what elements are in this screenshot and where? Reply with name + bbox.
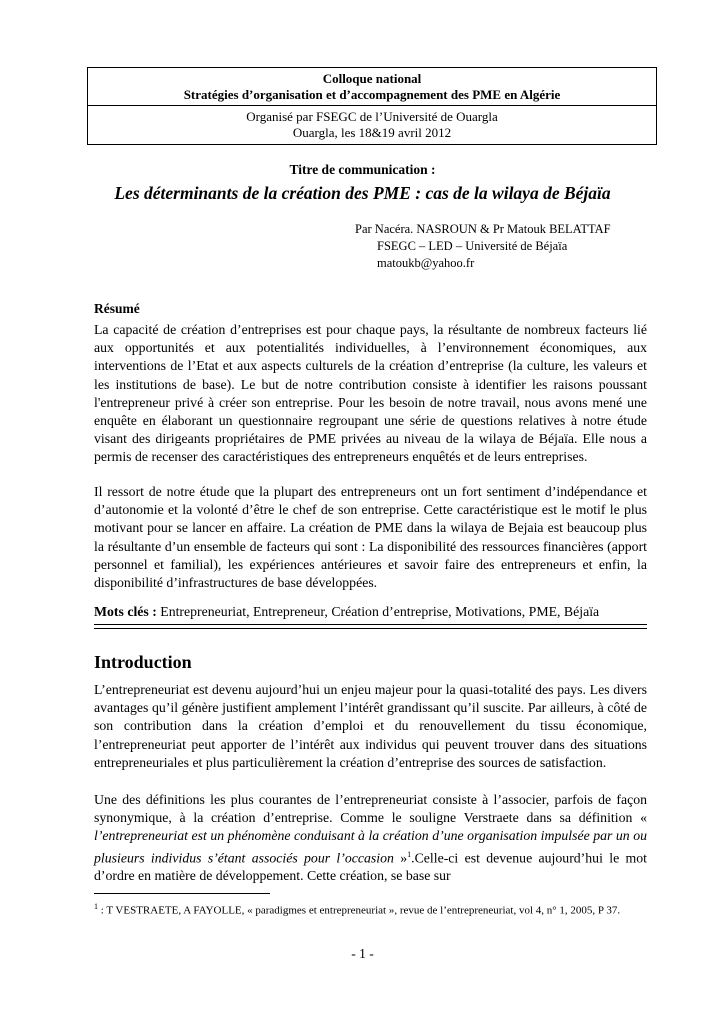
organizer: Organisé par FSEGC de l’Université de Ouargla: [246, 109, 498, 124]
header-bottom-section: [88, 106, 656, 144]
footnote-reference[interactable]: 1: [407, 849, 412, 859]
keywords-line: [94, 604, 654, 620]
author-block: [355, 221, 611, 272]
footnote-text: : T VESTRAETE, A FAYOLLE, « paradigmes et entrepreneuriat », revue de l’entrepreneuriat, vol 4, n° 1, 2005, P 37.: [98, 904, 621, 917]
author-affiliation: FSEGC – LED – Université de Béjaïa: [377, 239, 568, 253]
abstract-heading: Résumé: [94, 301, 140, 316]
introduction-heading: Introduction: [94, 652, 192, 672]
footnote: [94, 900, 647, 918]
keywords-label: Mots clés :: [94, 604, 157, 619]
colloquium-header-box: [87, 67, 657, 145]
abstract-paragraph-1: La capacité de création d’entreprises est pour chaque pays, la résultante de nombreux facteurs lié aux opportunités et aux potentialités individuelles, à l’environnement économiques, aux interventions de l’Etat et aux aspects culturels de la création d’entreprise (la culture, les valeurs et les institutions de base). Le but de notre contribution consiste à identifier les raisons poussant l'entrepreneur privé à créer son entreprise. Pour les besoin de notre travail, nous avons mené une enquête en élaborant un questionnaire regroupant une série de questions relatives à notre étude visant des dirigeants propriétaires de PME privées au niveau de la wilaya de Béjaïa. Elle nous a permis de recenser des caractéristiques des entrepreneurs enquêtés et de leurs entreprises.: [94, 322, 647, 465]
colloquium-theme: Stratégies d’organisation et d’accompagnement des PME en Algérie: [183, 87, 561, 102]
author-names: Par Nacéra. NASROUN & Pr Matouk BELATTAF: [355, 222, 611, 236]
introduction-paragraph-1: L’entrepreneuriat est devenu aujourd’hui un enjeu majeur pour la quasi-totalité des pays. Les divers avantages qu’il génère justifient amplement l’intérêt grandissant qu’il suscite. Par ailleurs, à côté de son contribution dans la création d’emploi et du renouvellement du tissu économique, l’entrepreneuriat peut apporter de l’intérêt aux individus qui peuvent trouver dans des situations entrepreneuriales et plus particulièrement la création d’entreprise des sources de satisfaction.: [94, 682, 647, 770]
introduction-paragraph-2: [94, 791, 647, 886]
page-number: - 1 -: [351, 946, 374, 961]
colloquium-name: Colloque national: [322, 71, 422, 86]
event-place-date: Ouargla, les 18&19 avril 2012: [292, 125, 452, 140]
intro-p2-start: Une des définitions les plus courantes de l’entrepreneuriat consiste à l’associer, parfois de façon synonymique, à la création d’entreprise. Comme le souligne Verstraete dans sa définition «: [94, 792, 647, 826]
paper-title: Les déterminants de la création des PME : cas de la wilaya de Béjaïa: [114, 183, 611, 203]
keywords-list: Entrepreneuriat, Entrepreneur, Création d’entreprise, Motivations, PME, Béjaïa: [156, 604, 600, 619]
intro-p2-end: .Celle-ci est devenue aujourd’hui le mot d’ordre en matière de développement. Cette création, se base sur: [94, 850, 647, 884]
communication-label: Titre de communication :: [289, 162, 436, 177]
footnote-number: 1: [94, 902, 98, 911]
abstract-paragraph-2: Il ressort de notre étude que la plupart des entrepreneurs ont un fort sentiment d’indépendance et d’autonomie et la volonté d’être le chef de son entreprise. Cette caractéristique est le motif le plus motivant pour se lancer en affaire. La création de PME dans la wilaya de Bejaia est beaucoup plus la résultante d’un ensemble de facteurs qui sont : La disponibilité des ressources financières (apport personnel et familial), les expériences antérieures et savoir faire des entrepreneurs et enfin, la disponibilité d’infrastructures de base développées.: [94, 484, 647, 591]
quote-close: »: [393, 850, 408, 866]
double-separator-rule: [94, 624, 647, 634]
header-top-section: [88, 68, 656, 106]
author-email: matoukb@yahoo.fr: [377, 256, 475, 270]
footnote-separator: [94, 893, 270, 894]
definition-quote: l’entrepreneuriat est un phénomène conduisant à la création d’une organisation impulsée par un ou plusieurs individus s’étant associés pour l’occasion: [94, 828, 647, 866]
